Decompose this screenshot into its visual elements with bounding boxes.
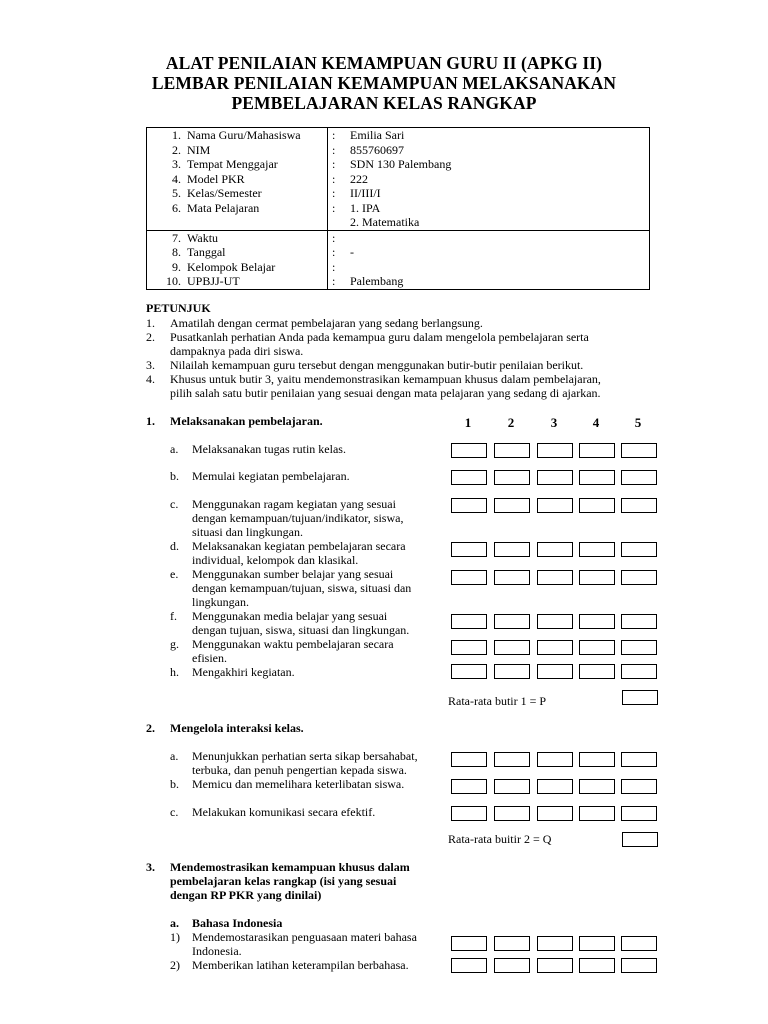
rating-box[interactable] — [537, 498, 573, 513]
rating-box[interactable] — [621, 936, 657, 951]
item-letter: b. — [170, 777, 179, 791]
section-title: Mendemostrasikan kemampuan khusus dalam — [170, 860, 410, 874]
rating-box[interactable] — [494, 614, 530, 629]
petunjuk-num: 2. — [146, 330, 155, 344]
item-text: Menggunakan sumber belajar yang sesuai — [192, 567, 394, 581]
item-text: Melaksanakan kegiatan pembelajaran secara — [192, 539, 406, 553]
colon: : — [332, 142, 336, 157]
item-text: Memicu dan memelihara keterlibatan siswa. — [192, 777, 405, 791]
item-text: Indonesia. — [192, 944, 242, 958]
subsection-letter: a. — [170, 916, 179, 930]
item-text: terbuka, dan penuh pengertian kepada siswa. — [192, 763, 407, 777]
subsection-title: Bahasa Indonesia — [192, 916, 283, 930]
average-box-p[interactable] — [622, 690, 658, 705]
section-number: 1. — [146, 414, 155, 428]
item-letter: f. — [170, 609, 177, 623]
rating-box[interactable] — [494, 570, 530, 585]
petunjuk-text: Amatilah dengan cermat pembelajaran yang sedang berlangsung. — [170, 316, 483, 330]
section-number: 2. — [146, 721, 155, 735]
item-text: dengan kemampuan/tujuan, siswa, situasi dan — [192, 581, 412, 595]
field-value: Emilia Sari — [350, 128, 405, 142]
rating-box[interactable] — [621, 664, 657, 679]
rating-box[interactable] — [451, 779, 487, 794]
item-number: 1) — [170, 930, 180, 944]
field-value: Palembang — [350, 274, 404, 288]
row-number: 7. — [147, 230, 184, 245]
rating-box[interactable] — [537, 806, 573, 821]
rating-box[interactable] — [451, 806, 487, 821]
rating-box[interactable] — [451, 936, 487, 951]
colon: : — [328, 230, 347, 245]
identity-table — [146, 127, 650, 290]
field-value — [346, 230, 650, 245]
rating-box[interactable] — [579, 470, 615, 485]
rating-box[interactable] — [494, 958, 530, 973]
section-title: pembelajaran kelas rangkap (isi yang sesuai — [170, 874, 397, 888]
field-label: Model PKR — [183, 172, 328, 187]
scale-label-4: 4 — [592, 415, 600, 430]
rating-box[interactable] — [494, 542, 530, 557]
row-number: 6. — [172, 200, 181, 215]
rating-box[interactable] — [621, 542, 657, 557]
petunjuk-text: dampaknya pada diri siswa. — [170, 344, 304, 358]
item-number: 2) — [170, 958, 180, 972]
colon: : — [332, 200, 336, 215]
item-text: Melakukan komunikasi secara efektif. — [192, 805, 376, 819]
rating-box[interactable] — [451, 664, 487, 679]
row-number: 10. — [166, 274, 181, 288]
rating-box[interactable] — [537, 664, 573, 679]
rating-box[interactable] — [579, 664, 615, 679]
colon: : — [332, 128, 336, 142]
section-title: Melaksanakan pembelajaran. — [170, 414, 323, 428]
row-number: 4. — [172, 171, 181, 186]
average-label: Rata-rata butir 1 = P — [448, 694, 547, 708]
rating-box[interactable] — [494, 498, 530, 513]
rating-box[interactable] — [621, 570, 657, 585]
field-value: - — [350, 245, 354, 259]
item-text: situasi dan lingkungan. — [192, 525, 303, 539]
petunjuk-num: 4. — [146, 372, 155, 386]
rating-box[interactable] — [579, 640, 615, 655]
scale-label-1: 1 — [464, 415, 472, 430]
rating-box[interactable] — [537, 614, 573, 629]
section-title: dengan RP PKR yang dinilai) — [170, 888, 322, 902]
item-letter: d. — [170, 539, 179, 553]
item-text: Menggunakan waktu pembelajaran secara — [192, 637, 394, 651]
rating-box[interactable] — [537, 752, 573, 767]
rating-box[interactable] — [621, 779, 657, 794]
item-text: Memulai kegiatan pembelajaran. — [192, 469, 350, 483]
average-label: Rata-rata buitir 2 = Q — [448, 832, 552, 846]
petunjuk-text: Pusatkanlah perhatian Anda pada kemampua guru dalam mengelola pembelajaran serta — [170, 330, 589, 344]
rating-box[interactable] — [579, 443, 615, 458]
row-number: 1. — [172, 128, 181, 142]
item-text: dengan kemampuan/tujuan/indikator, siswa, — [192, 511, 404, 525]
item-text: Mengakhiri kegiatan. — [192, 665, 295, 679]
rating-box[interactable] — [537, 542, 573, 557]
field-label: Kelompok Belajar — [183, 260, 328, 275]
item-text: Menunjukkan perhatian serta sikap bersahabat, — [192, 749, 418, 763]
rating-box[interactable] — [451, 958, 487, 973]
rating-box[interactable] — [537, 958, 573, 973]
rating-box[interactable] — [621, 614, 657, 629]
rating-box[interactable] — [537, 779, 573, 794]
page-title-line1: ALAT PENILAIAN KEMAMPUAN GURU II (APKG II) — [165, 53, 603, 73]
rating-box[interactable] — [494, 640, 530, 655]
rating-box[interactable] — [621, 443, 657, 458]
rating-box[interactable] — [537, 936, 573, 951]
rating-box[interactable] — [451, 470, 487, 485]
field-value: 2. Matematika — [350, 215, 420, 229]
colon: : — [332, 259, 336, 274]
row-number: 8. — [172, 245, 181, 259]
rating-box[interactable] — [494, 936, 530, 951]
colon: : — [332, 171, 336, 186]
petunjuk-num: 3. — [146, 358, 155, 372]
item-letter: c. — [170, 497, 179, 511]
rating-box[interactable] — [451, 498, 487, 513]
rating-box[interactable] — [579, 570, 615, 585]
field-label: NIM — [183, 143, 328, 158]
field-label: Waktu — [183, 230, 328, 245]
rating-box[interactable] — [621, 806, 657, 821]
rating-box[interactable] — [537, 640, 573, 655]
field-value: SDN 130 Palembang — [350, 157, 452, 171]
field-label: Mata Pelajaran — [183, 201, 328, 216]
rating-box[interactable] — [621, 752, 657, 767]
field-value: 1. IPA — [350, 200, 381, 215]
rating-box[interactable] — [451, 752, 487, 767]
rating-box[interactable] — [537, 443, 573, 458]
petunjuk-num: 1. — [146, 316, 155, 330]
rating-box[interactable] — [621, 498, 657, 513]
rating-box[interactable] — [494, 779, 530, 794]
item-letter: b. — [170, 469, 179, 483]
field-value: 222 — [350, 171, 368, 186]
rating-box[interactable] — [451, 640, 487, 655]
rating-box[interactable] — [621, 958, 657, 973]
rating-box[interactable] — [451, 614, 487, 629]
item-text: Melaksanakan tugas rutin kelas. — [192, 442, 346, 456]
colon: : — [332, 274, 336, 288]
field-label: Tanggal — [183, 245, 328, 260]
field-value: II/III/I — [350, 186, 381, 200]
row-number: 3. — [172, 157, 181, 171]
item-text: lingkungan. — [192, 595, 249, 609]
field-label: Nama Guru/Mahasiswa — [183, 128, 328, 143]
item-letter: a. — [170, 442, 179, 456]
item-letter: g. — [170, 637, 179, 651]
item-letter: e. — [170, 567, 179, 581]
rating-box[interactable] — [494, 752, 530, 767]
rating-box[interactable] — [494, 806, 530, 821]
item-text: Memberikan latihan keterampilan berbahasa. — [192, 958, 409, 972]
item-text: Mendemostarasikan penguasaan materi bahasa — [192, 930, 417, 944]
item-letter: c. — [170, 805, 179, 819]
section-title: Mengelola interaksi kelas. — [170, 721, 304, 735]
item-text: efisien. — [192, 651, 227, 665]
rating-box[interactable] — [494, 443, 530, 458]
field-label: Tempat Menggajar — [183, 157, 328, 172]
rating-box[interactable] — [579, 779, 615, 794]
row-number: 9. — [172, 259, 181, 274]
petunjuk-text: Nilailah kemampuan guru tersebut dengan menggunakan butir-butir penilaian berikut. — [170, 358, 584, 372]
item-text: Menggunakan ragam kegiatan yang sesuai — [192, 497, 396, 511]
rating-box[interactable] — [579, 614, 615, 629]
page-title-line2: LEMBAR PENILAIAN KEMAMPUAN MELAKSANAKAN — [151, 73, 617, 93]
petunjuk-text: pilih salah satu butir penilaian yang sesuai dengan mata pelajaran yang sedang di ajarkan. — [170, 386, 601, 400]
rating-box[interactable] — [451, 542, 487, 557]
rating-box[interactable] — [494, 664, 530, 679]
rating-box[interactable] — [451, 443, 487, 458]
rating-box[interactable] — [621, 640, 657, 655]
section-number: 3. — [146, 860, 155, 874]
scale-label-2: 2 — [507, 415, 515, 430]
colon: : — [332, 245, 336, 259]
rating-box[interactable] — [621, 470, 657, 485]
rating-box[interactable] — [579, 936, 615, 951]
field-label: Kelas/Semester — [183, 186, 328, 201]
row-number: 5. — [172, 186, 181, 200]
petunjuk-heading: PETUNJUK — [146, 301, 211, 315]
colon: : — [332, 157, 336, 171]
item-text: dengan tujuan, siswa, situasi dan lingkungan. — [192, 623, 410, 637]
row-number: 2. — [172, 142, 181, 157]
colon: : — [332, 186, 336, 200]
rating-box[interactable] — [494, 470, 530, 485]
rating-box[interactable] — [579, 542, 615, 557]
rating-box[interactable] — [537, 470, 573, 485]
average-box-q[interactable] — [622, 832, 658, 847]
scale-label-3: 3 — [550, 415, 558, 430]
rating-box[interactable] — [537, 570, 573, 585]
field-value — [346, 260, 650, 275]
field-label: UPBJJ-UT — [183, 274, 328, 289]
petunjuk-text: Khusus untuk butir 3, yaitu mendemonstrasikan kemampuan khusus dalam pembelajaran, — [170, 372, 601, 386]
item-letter: h. — [170, 665, 179, 679]
rating-box[interactable] — [579, 806, 615, 821]
rating-box[interactable] — [579, 958, 615, 973]
item-text: individual, kelompok dan klasikal. — [192, 553, 359, 567]
field-value: 855760697 — [350, 142, 404, 157]
item-letter: a. — [170, 749, 179, 763]
rating-box[interactable] — [579, 752, 615, 767]
rating-box[interactable] — [451, 570, 487, 585]
page-title-line3: PEMBELAJARAN KELAS RANGKAP — [231, 93, 537, 113]
scale-label-5: 5 — [634, 415, 642, 430]
rating-box[interactable] — [579, 498, 615, 513]
item-text: Menggunakan media belajar yang sesuai — [192, 609, 388, 623]
